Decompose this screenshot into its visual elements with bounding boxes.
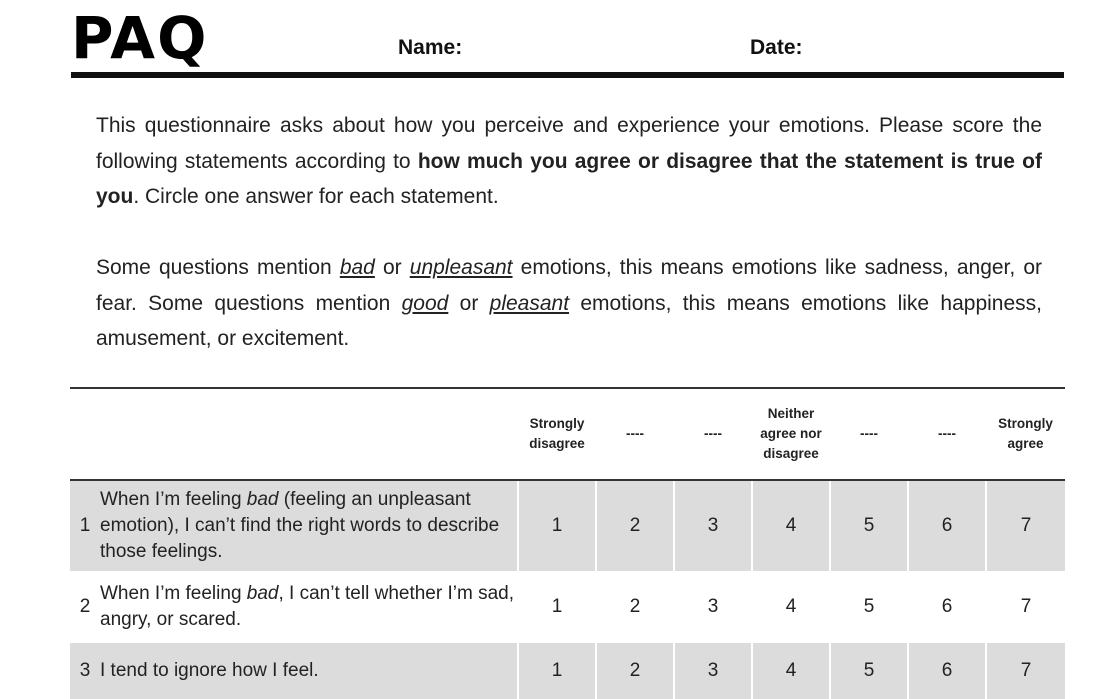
instructions-text: or [448, 291, 490, 315]
instructions-text: This questionnaire asks about how you perceive and experience your emotions. Please score the following statements according to [96, 114, 1042, 173]
scale-header-7: Strongly agree [986, 388, 1065, 480]
question-row [70, 480, 1065, 571]
question-number: 1 [70, 480, 100, 571]
question-row [70, 571, 1065, 643]
score-option-5[interactable]: 5 [830, 480, 908, 571]
score-option-3[interactable]: 3 [674, 643, 752, 699]
question-statement: When I’m feeling bad, I can’t tell whether I’m sad, angry, or scared. [100, 583, 514, 630]
page-header [71, 0, 1064, 79]
score-option-1[interactable]: 1 [518, 480, 596, 571]
score-option-2[interactable]: 2 [596, 480, 674, 571]
question-number: 2 [79, 596, 91, 617]
score-option-4[interactable]: 4 [752, 480, 830, 571]
score-option-3[interactable]: 3 [674, 571, 752, 643]
instructions-text-end: . Circle one answer for each statement. [133, 185, 499, 208]
number-column-header [70, 388, 100, 480]
score-option-4[interactable]: 4 [752, 571, 830, 643]
question-number: 3 [70, 643, 100, 699]
questionnaire-table [70, 387, 1065, 699]
instructions-paragraph-1 [96, 108, 1042, 215]
score-option-5[interactable]: 5 [830, 571, 908, 643]
term-bad: bad [339, 256, 375, 279]
score-option-7[interactable]: 7 [986, 643, 1065, 699]
score-option-6[interactable]: 6 [908, 571, 986, 643]
scale-header-1: Strongly disagree [518, 388, 596, 480]
instructions-text: emotions, this means emotions like sadness, anger, or fear. Some questions mention [96, 256, 1043, 315]
instructions-text: or [374, 256, 410, 279]
score-option-5[interactable]: 5 [830, 643, 908, 699]
score-option-2[interactable]: 2 [596, 571, 674, 643]
score-option-6[interactable]: 6 [908, 480, 986, 571]
name-label: Name: [398, 36, 463, 59]
score-option-6[interactable]: 6 [908, 643, 986, 699]
term-pleasant: pleasant [489, 291, 570, 315]
scale-header-6: ---- [908, 388, 986, 480]
scale-header-2: ---- [596, 388, 674, 480]
question-statement: When I’m feeling bad (feeling an unpleasant emotion), I can’t find the right words to describe those feelings. [100, 480, 518, 571]
question-row [70, 643, 1065, 699]
score-option-2[interactable]: 2 [596, 643, 674, 699]
term-good: good [401, 291, 449, 315]
scale-header-3: ---- [674, 388, 752, 480]
question-statement: I tend to ignore how I feel. [100, 643, 518, 699]
statement-column-header [100, 388, 518, 480]
scale-header-5: ---- [830, 388, 908, 480]
score-option-7[interactable]: 7 [986, 571, 1065, 643]
instructions-text: Some questions mention [96, 256, 340, 279]
score-option-3[interactable]: 3 [674, 480, 752, 571]
instructions-emphasis: how much you agree or disagree that the statement is true of you [96, 149, 1042, 208]
score-option-1[interactable]: 1 [518, 571, 596, 643]
score-option-7[interactable]: 7 [986, 480, 1065, 571]
scale-header-row [70, 388, 1065, 480]
date-label: Date: [750, 36, 803, 59]
header-divider [71, 72, 1064, 78]
score-option-1[interactable]: 1 [518, 643, 596, 699]
instructions-paragraph-2 [96, 250, 1042, 357]
instructions-text: emotions, this means emotions like happiness, amusement, or excitement. [96, 291, 1043, 350]
page-title: PAQ [71, 4, 209, 72]
term-unpleasant: unpleasant [409, 256, 513, 279]
scale-header-4: Neither agree nor disagree [752, 388, 830, 480]
score-option-4[interactable]: 4 [752, 643, 830, 699]
